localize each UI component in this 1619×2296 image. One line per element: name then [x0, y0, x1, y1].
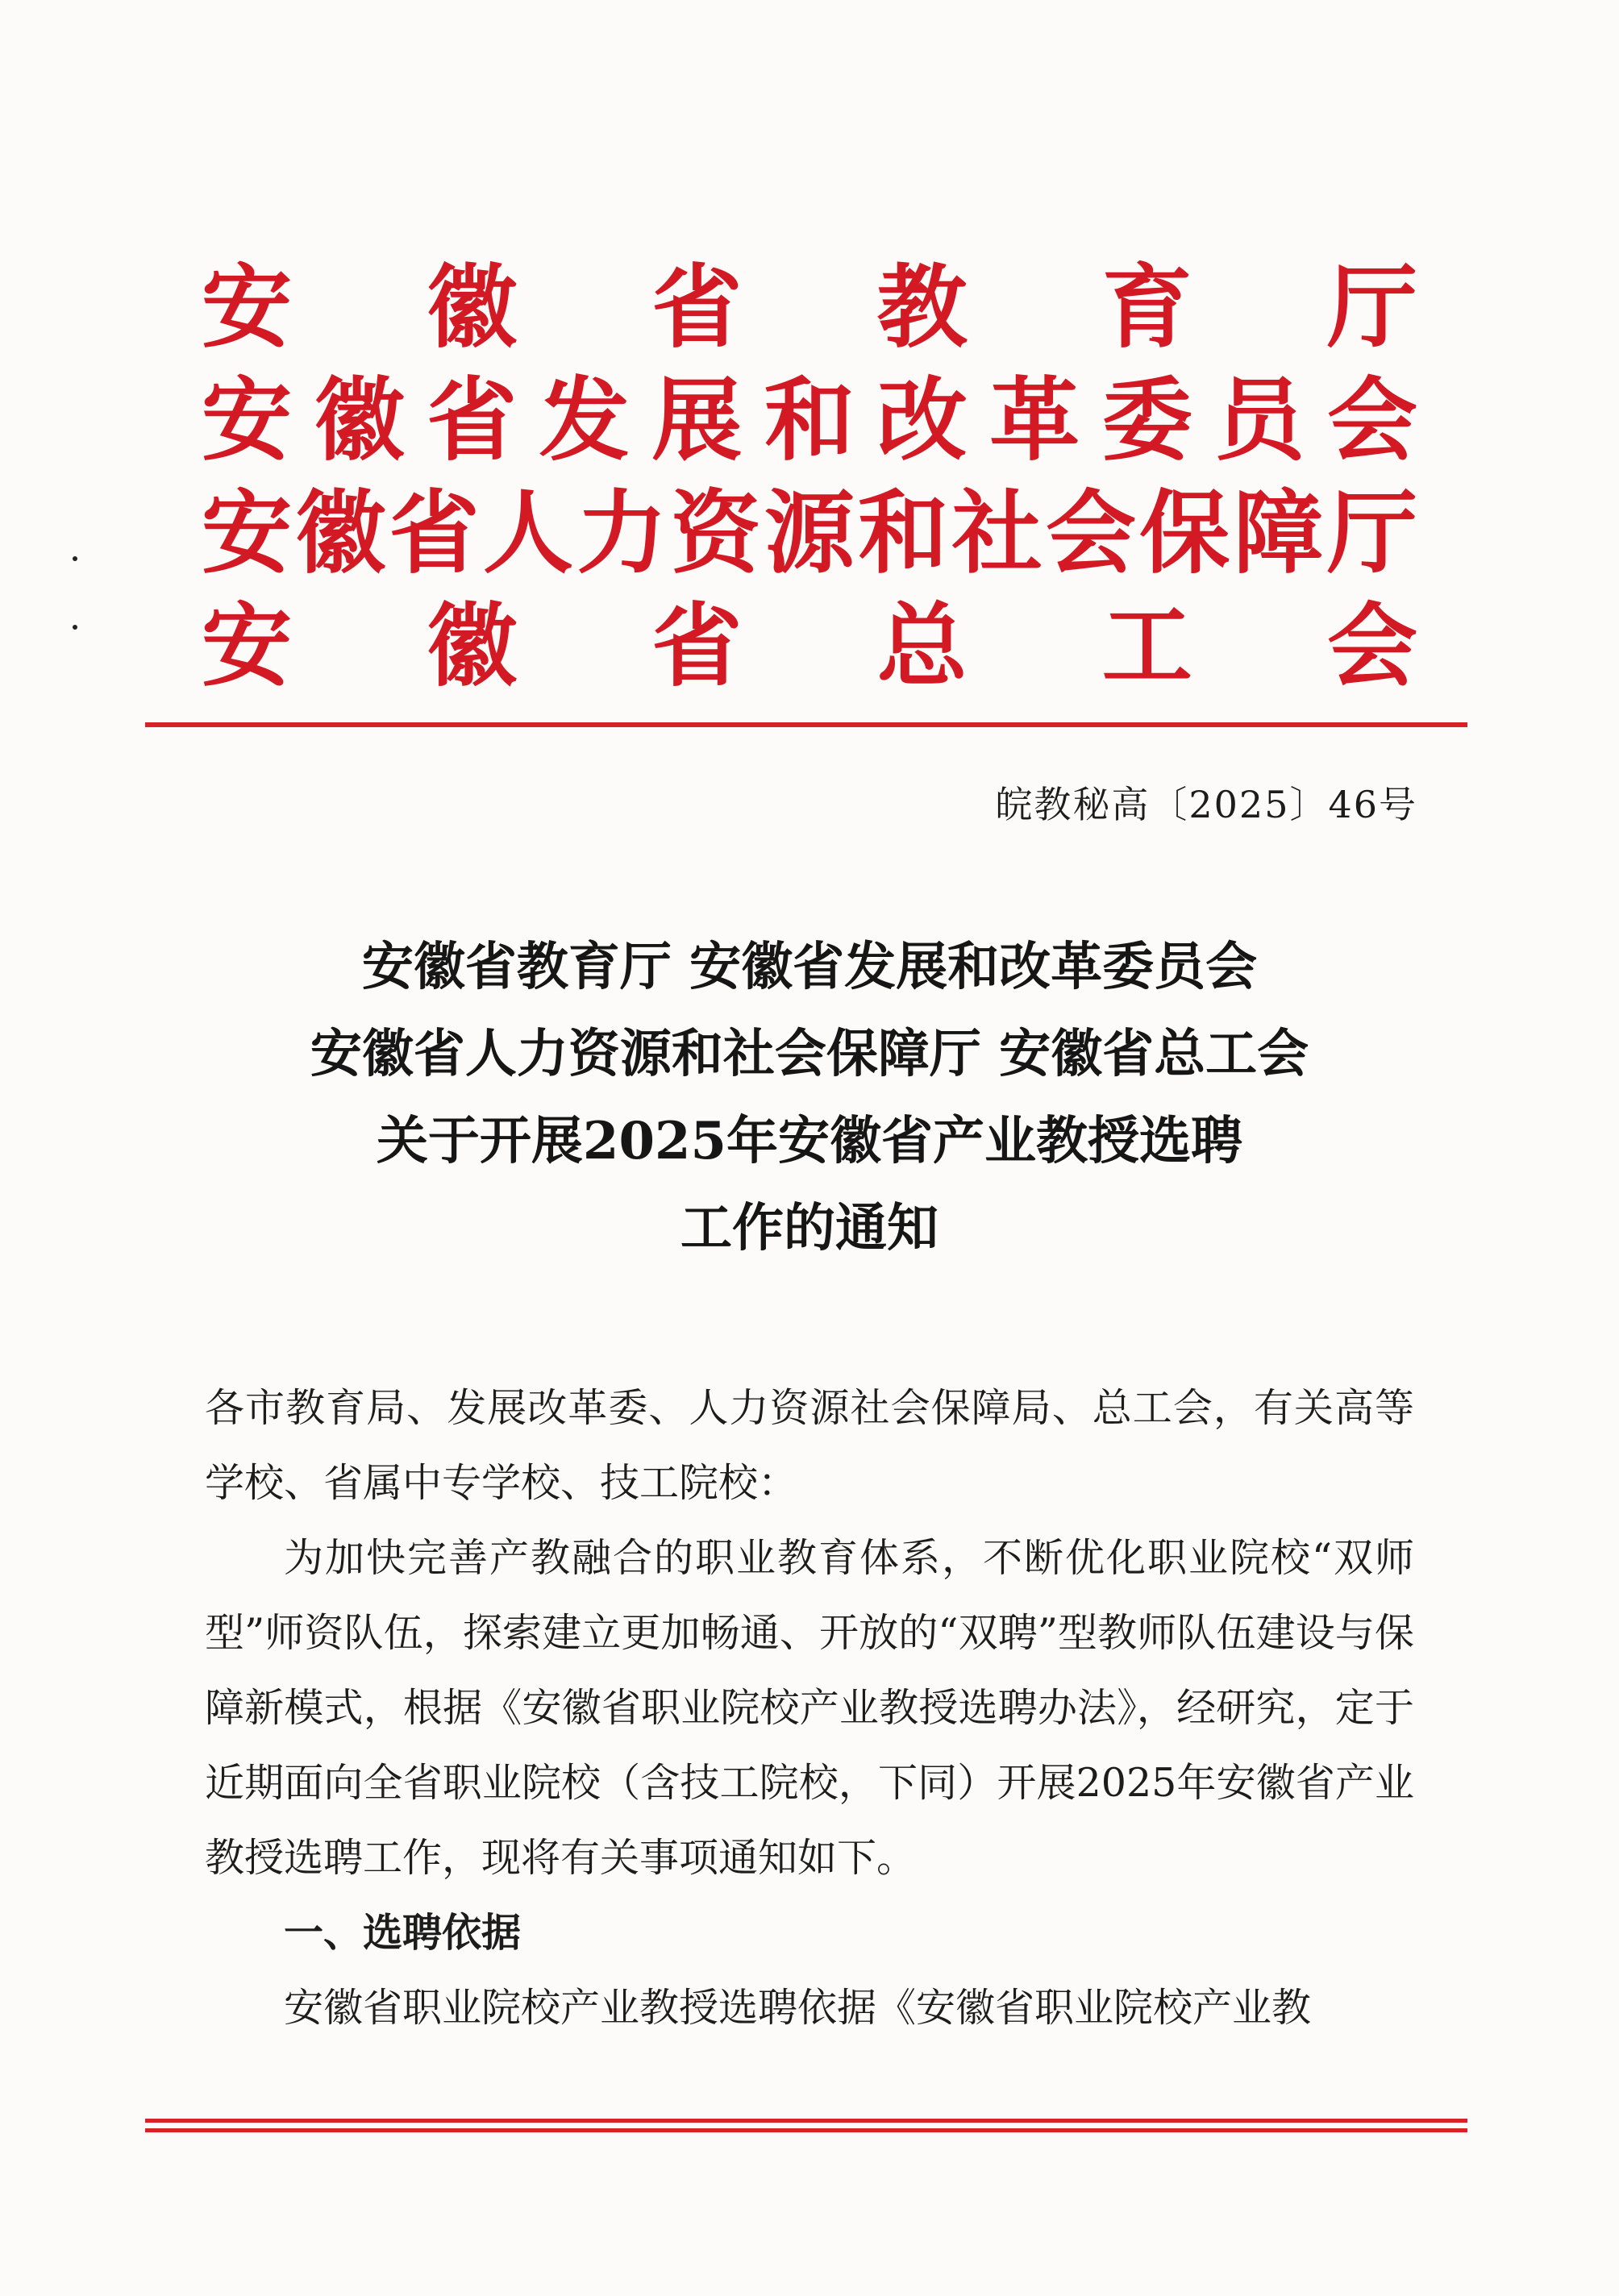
letterhead-char: 会 — [1326, 593, 1417, 699]
letterhead-char: 徽 — [314, 368, 405, 473]
title-line: 安徽省教育厅 安徽省发展和改革委员会 — [361, 937, 1258, 997]
letterhead-char: 徽 — [427, 593, 518, 699]
letterhead-char: 工 — [1101, 593, 1192, 699]
letterhead-char: 保 — [1139, 480, 1230, 586]
scan-mark — [73, 625, 77, 630]
letterhead-line — [202, 477, 1417, 590]
letterhead-char: 和 — [764, 368, 855, 473]
letterhead-char: 教 — [876, 255, 968, 360]
letterhead-char: 革 — [989, 368, 1080, 473]
title-line: 工作的通知 — [680, 1198, 939, 1258]
letterhead-char: 省 — [427, 368, 518, 473]
document-body — [205, 1371, 1414, 2045]
title-line: 关于开展2025年安徽省产业教授选聘 — [376, 1111, 1243, 1171]
letterhead-char: 安 — [202, 255, 292, 360]
section-heading: 一、选聘依据 — [284, 1910, 522, 1956]
body-paragraph: 为加快完善产教融合的职业教育体系，不断优化职业院校“双师型”师资队伍，探索建立更加畅通、开放的“双聘”型教师队伍建设与保障新模式，根据《安徽省职业院校产业教授选聘办法》，经研究，定于近期面向全省职业院校（含技工院校，下同）开展2025年安徽省产业教授选聘工作，现将有关事项通知如下。 — [205, 1535, 1414, 1881]
title-line: 安徽省人力资源和社会保障厅 安徽省总工会 — [310, 1024, 1309, 1084]
letterhead-char: 会 — [1045, 480, 1136, 586]
letterhead-char: 安 — [202, 593, 292, 699]
letterhead-char: 安 — [202, 368, 292, 473]
letterhead-char: 委 — [1101, 368, 1192, 473]
body-paragraph: 安徽省职业院校产业教授选聘依据《安徽省职业院校产业教 — [284, 1985, 1312, 2031]
letterhead-char: 人 — [482, 480, 573, 586]
scan-mark — [73, 556, 77, 561]
letterhead-char: 员 — [1214, 368, 1305, 473]
letterhead-char: 省 — [389, 480, 480, 586]
addressee: 各市教育局、发展改革委、人力资源社会保障局、总工会，有关高等学校、省属中专学校、技工院校： — [205, 1385, 1414, 1506]
letterhead-char: 会 — [1326, 368, 1417, 473]
letterhead-char: 展 — [651, 368, 743, 473]
letterhead-char: 障 — [1233, 480, 1324, 586]
letterhead-char: 省 — [651, 255, 743, 360]
letterhead-char: 资 — [670, 480, 761, 586]
letterhead-char: 改 — [876, 368, 968, 473]
letterhead-divider — [145, 722, 1467, 727]
document-number: 皖教秘高〔2025〕46号 — [995, 783, 1417, 826]
letterhead-line — [202, 252, 1417, 364]
letterhead-char: 总 — [876, 593, 968, 699]
letterhead-char: 省 — [651, 593, 743, 699]
footer-divider-bottom — [145, 2128, 1467, 2132]
letterhead-char: 安 — [202, 480, 292, 586]
letterhead-line — [202, 364, 1417, 477]
letterhead-char: 发 — [539, 368, 630, 473]
letterhead — [202, 252, 1417, 703]
letterhead-char: 徽 — [295, 480, 386, 586]
letterhead-char: 厅 — [1326, 480, 1417, 586]
letterhead-line — [202, 590, 1417, 703]
letterhead-char: 力 — [576, 480, 668, 586]
document-title — [121, 924, 1498, 1272]
letterhead-char: 育 — [1101, 255, 1192, 360]
letterhead-char: 和 — [858, 480, 949, 586]
footer-divider-top — [145, 2119, 1467, 2123]
letterhead-char: 源 — [764, 480, 855, 586]
letterhead-char: 徽 — [427, 255, 518, 360]
letterhead-char: 社 — [951, 480, 1043, 586]
letterhead-char: 厅 — [1326, 255, 1417, 360]
